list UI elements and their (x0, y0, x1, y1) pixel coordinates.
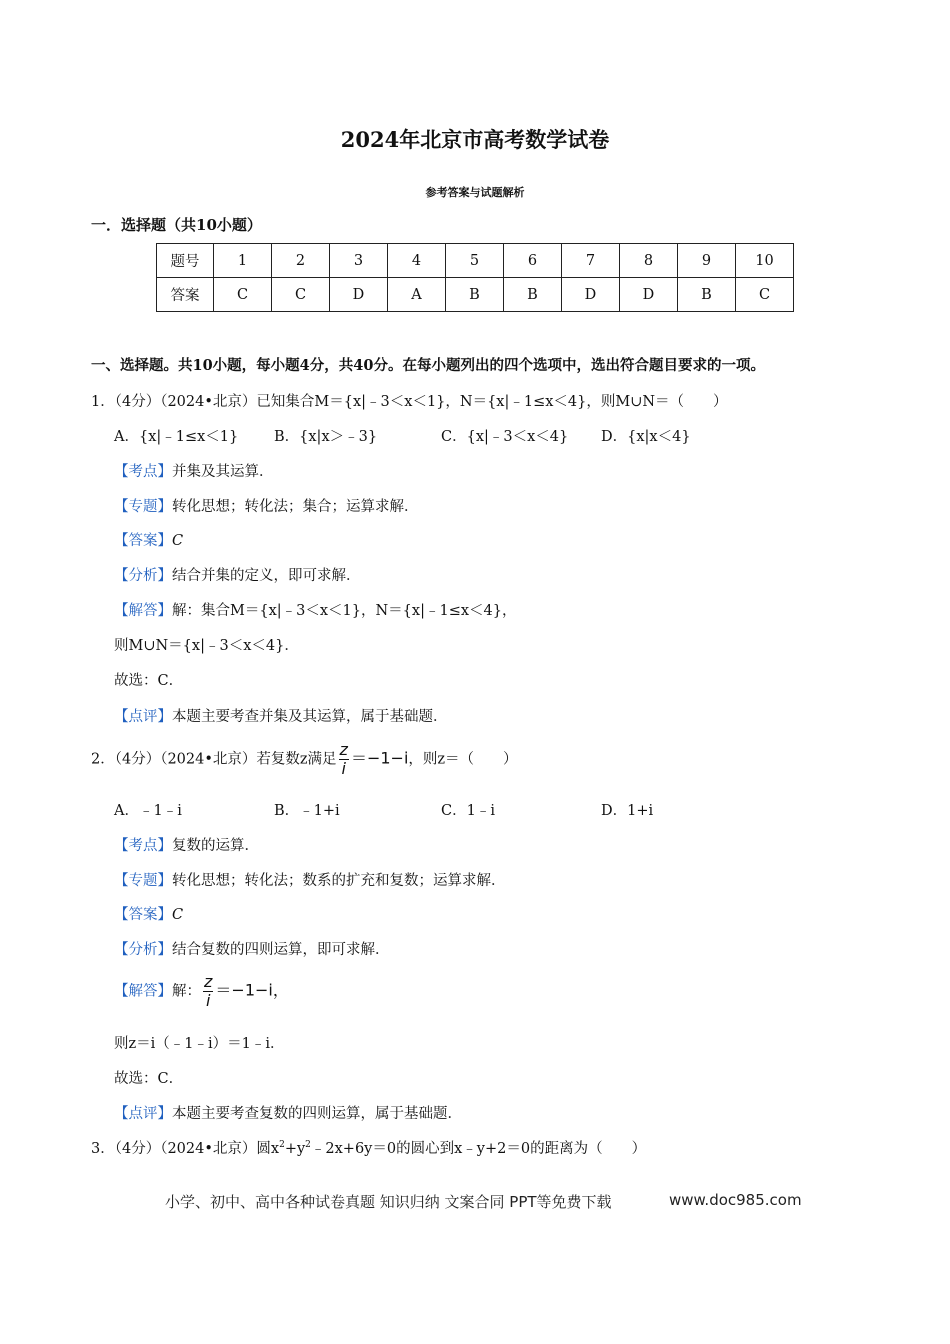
q2-jieda-line3: 故选：C． (114, 1071, 184, 1087)
q2-stem (91, 741, 518, 778)
q2-zhuanti (114, 869, 506, 890)
q1-option-c: C．{x|﹣3＜x＜4} (441, 429, 569, 445)
jieda-label: 【解答】 (114, 983, 172, 1000)
table-cell: D (330, 278, 388, 312)
page-title: 2024年北京市高考数学试卷 (340, 127, 610, 152)
fenxi-label: 【分析】 (114, 942, 172, 958)
q1-fenxi-text: 结合并集的定义，即可求解． (172, 568, 361, 584)
fenxi-label: 【分析】 (114, 568, 172, 584)
q1-jieda-line2: 则M∪N＝{x|﹣3＜x＜4}． (114, 638, 299, 654)
q2-stem-post: ，则z＝（ ） (408, 751, 518, 768)
q2-stem-pre: 2．（4分）（2024•北京）若复数z满足 (91, 751, 337, 768)
zhuanti-label: 【专题】 (114, 873, 172, 889)
q2-kaodian-text: 复数的运算． (172, 838, 259, 854)
table-cell: D (620, 278, 678, 312)
section1-heading: 一．选择题（共10小题） (91, 216, 262, 234)
table-cell: 9 (678, 244, 736, 278)
q2-zhuanti-text: 转化思想；转化法；数系的扩充和复数；运算求解． (172, 873, 506, 889)
jieda-label: 【解答】 (114, 603, 172, 619)
table-cell: A (388, 278, 446, 312)
table-header-cell: 答案 (157, 278, 214, 312)
table-cell: 6 (504, 244, 562, 278)
q2-jieda-line2: 则z＝i（﹣1﹣i）＝1﹣i． (114, 1036, 285, 1052)
q2-daan (114, 903, 183, 924)
dianping-label: 【点评】 (114, 1106, 172, 1122)
dianping-label: 【点评】 (114, 709, 172, 725)
q2-fenxi-text: 结合复数的四则运算，即可求解． (172, 942, 390, 958)
q3-stem-pre: 3．（4分）（2024•北京）圆x (91, 1141, 280, 1157)
q2-option-a: A．﹣1﹣i (114, 803, 182, 819)
q1-zhuanti (114, 495, 419, 516)
q3-sup1: 2 (279, 1140, 285, 1151)
q1-zhuanti-text: 转化思想；转化法；集合；运算求解． (172, 499, 419, 515)
q2-kaodian (114, 834, 259, 855)
table-cell: C (272, 278, 330, 312)
q1-dianping-text: 本题主要考查并集及其运算，属于基础题． (172, 709, 448, 725)
table-row (157, 244, 794, 278)
table-cell: B (678, 278, 736, 312)
q1-kaodian (114, 460, 274, 481)
footer-text: 小学、初中、高中各种试卷真题 知识归纳 文案合同 PPT等免费下载 (165, 1193, 612, 1211)
table-row (157, 278, 794, 312)
table-cell: 10 (736, 244, 794, 278)
table-cell: C (214, 278, 272, 312)
table-cell: 4 (388, 244, 446, 278)
table-cell: D (562, 278, 620, 312)
q3-stem-mid: +y (284, 1141, 306, 1157)
q2-jieda-fraction (203, 973, 213, 1010)
q2-jieda-eq: ＝−1−i， (215, 980, 289, 1000)
table-cell: 3 (330, 244, 388, 278)
q2-jieda-pre: 解： (172, 983, 201, 1000)
q1-jieda-text: 解：集合M＝{x|﹣3＜x＜1}，N＝{x|﹣1≤x＜4}， (172, 603, 517, 619)
q1-kaodian-text: 并集及其运算． (172, 464, 274, 480)
table-cell: B (504, 278, 562, 312)
q2-frac-num: z (339, 740, 348, 759)
page-subtitle: 参考答案与试题解析 (425, 186, 525, 199)
section2-heading: 一、选择题。共10小题，每小题4分，共40分。在每小题列出的四个选项中，选出符合题目要求的一项。 (91, 357, 765, 374)
q2-jieda-frac-num: z (204, 972, 213, 991)
q2-option-b: B．﹣1+i (274, 803, 340, 819)
q2-stem-eq: ＝−1−i (350, 748, 409, 768)
table-cell: 1 (214, 244, 272, 278)
q1-option-d: D．{x|x＜4} (601, 429, 691, 445)
table-cell: 8 (620, 244, 678, 278)
q3-sup2: 2 (305, 1140, 311, 1151)
table-cell: B (446, 278, 504, 312)
zhuanti-label: 【专题】 (114, 499, 172, 515)
table-cell: 5 (446, 244, 504, 278)
q3-stem-post: ﹣2x+6y＝0的圆心到x﹣y+2＝0的距离为（ ） (310, 1141, 647, 1157)
q2-option-d: D．1+i (601, 803, 654, 819)
q1-option-b: B．{x|x＞﹣3} (274, 429, 378, 445)
q2-jieda (114, 973, 289, 1010)
q1-jieda-line3: 故选：C． (114, 673, 184, 689)
q2-option-c: C．1﹣i (441, 803, 495, 819)
answer-table (156, 243, 794, 312)
q2-daan-text: C (172, 907, 184, 923)
q2-jieda-frac-den: i (205, 991, 211, 1010)
table-header-cell: 题号 (157, 244, 214, 278)
footer-url[interactable]: www.doc985.com (669, 1191, 802, 1209)
table-cell: 7 (562, 244, 620, 278)
q1-daan (114, 529, 183, 550)
q2-dianping-text: 本题主要考查复数的四则运算，属于基础题． (172, 1106, 462, 1122)
kaodian-label: 【考点】 (114, 838, 172, 854)
q2-dianping (114, 1102, 462, 1123)
q1-jieda (114, 599, 516, 620)
q1-fenxi (114, 564, 361, 585)
q1-dianping (114, 705, 448, 726)
table-cell: C (736, 278, 794, 312)
daan-label: 【答案】 (114, 533, 172, 549)
kaodian-label: 【考点】 (114, 464, 172, 480)
daan-label: 【答案】 (114, 907, 172, 923)
q1-option-a: A．{x|﹣1≤x＜1} (114, 429, 239, 445)
q3-stem (91, 1137, 646, 1158)
q2-fraction (339, 741, 349, 778)
q2-fenxi (114, 938, 390, 959)
q1-daan-text: C (172, 533, 184, 549)
q2-frac-den: i (341, 759, 346, 778)
q1-stem: 1．（4分）（2024•北京）已知集合M＝{x|﹣3＜x＜1}，N＝{x|﹣1≤x＜4}，则M∪N＝（ ） (91, 394, 728, 410)
table-cell: 2 (272, 244, 330, 278)
